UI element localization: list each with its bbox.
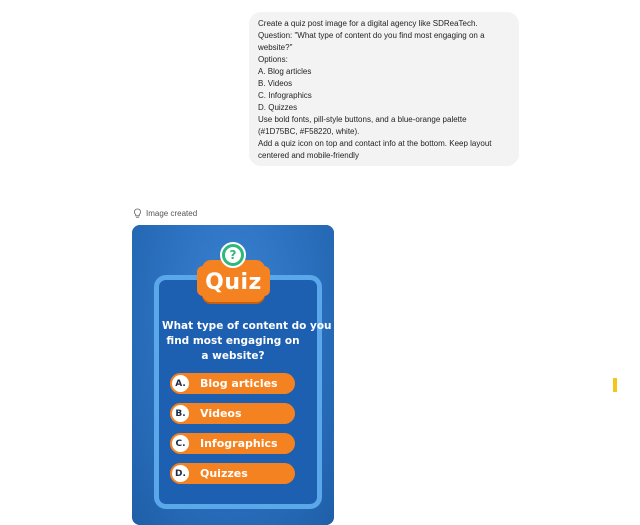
prompt-line: C. Infographics: [258, 91, 312, 100]
option-letter-badge: C.: [170, 433, 191, 454]
prompt-line: Question: "What type of content do you find most engaging on a: [258, 31, 485, 40]
prompt-line: A. Blog articles: [258, 67, 312, 76]
option-label: Videos: [200, 407, 242, 420]
question-line: What type of content do you: [162, 320, 332, 332]
option-d-pill: [170, 463, 295, 484]
prompt-line: Options:: [258, 55, 288, 64]
option-label: Infographics: [200, 437, 278, 450]
option-label: Quizzes: [200, 467, 248, 480]
prompt-line: B. Videos: [258, 79, 293, 88]
question-mark-glyph: ?: [225, 247, 241, 263]
question-line: find most engaging on: [166, 335, 300, 347]
prompt-line: website?": [258, 43, 293, 52]
text-cursor-marker: [613, 378, 617, 392]
prompt-line: Use bold fonts, pill-style buttons, and a blue-orange palette: [258, 115, 467, 124]
prompt-line: Create a quiz post image for a digital agency like SDReaTech.: [258, 19, 478, 28]
quiz-question: [162, 319, 332, 364]
question-line: a website?: [201, 350, 265, 362]
option-c-pill: [170, 433, 295, 454]
option-b-pill: [170, 403, 295, 424]
option-letter-badge: D.: [170, 463, 191, 484]
option-label: Blog articles: [200, 377, 278, 390]
prompt-line: Add a quiz icon on top and contact info at the bottom. Keep layout: [258, 139, 492, 148]
quiz-badge-text: Quiz: [205, 270, 262, 295]
prompt-line: centered and mobile-friendly: [258, 151, 359, 160]
option-letter-badge: A.: [170, 373, 191, 394]
option-a-pill: [170, 373, 295, 394]
image-created-label: Image created: [146, 208, 198, 218]
image-created-status: [133, 207, 197, 219]
generated-quiz-image[interactable]: [132, 225, 334, 525]
lightbulb-icon: [133, 208, 142, 219]
question-mark-icon: [220, 242, 246, 268]
prompt-line: (#1D75BC, #F58220, white).: [258, 127, 360, 136]
option-letter-badge: B.: [170, 403, 191, 424]
user-prompt-bubble: [249, 12, 519, 166]
prompt-line: D. Quizzes: [258, 103, 298, 112]
